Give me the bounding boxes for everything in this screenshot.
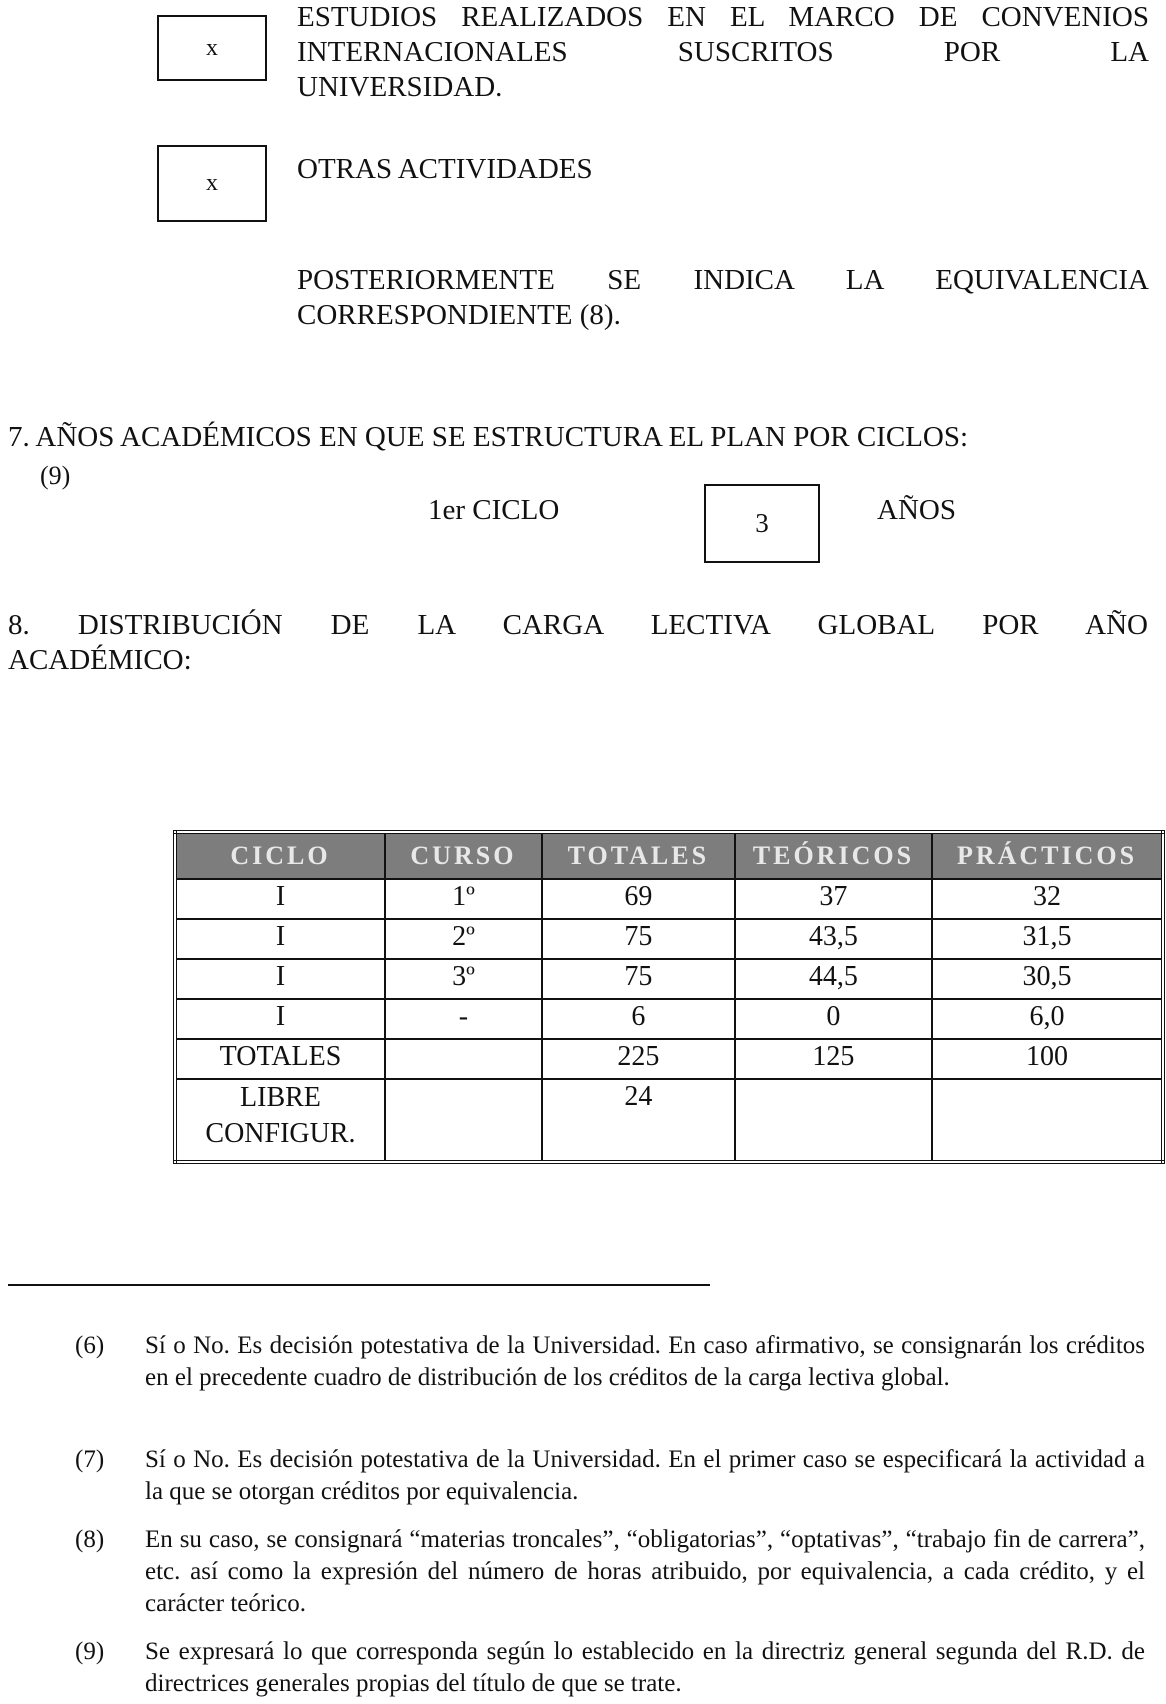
cell: 6 bbox=[542, 999, 735, 1039]
cell bbox=[932, 1079, 1163, 1162]
cell: 43,5 bbox=[735, 919, 932, 959]
cell: 125 bbox=[735, 1039, 932, 1079]
cell: I bbox=[175, 919, 385, 959]
years-unit: AÑOS bbox=[877, 494, 956, 526]
checkbox-mark: x bbox=[206, 34, 218, 61]
load-distribution-table bbox=[173, 830, 1165, 1164]
years-box bbox=[704, 484, 820, 563]
cell: 3º bbox=[385, 959, 542, 999]
note-line: CORRESPONDIENTE (8). bbox=[297, 299, 621, 331]
footnote bbox=[75, 1524, 1145, 1620]
cell: I bbox=[175, 999, 385, 1039]
cell bbox=[385, 1079, 542, 1162]
header-ciclo: CICLO bbox=[175, 832, 385, 879]
checkbox-convenios bbox=[157, 15, 267, 81]
cell: 37 bbox=[735, 879, 932, 919]
option-line: UNIVERSIDAD. bbox=[297, 71, 503, 103]
cell: 32 bbox=[932, 879, 1163, 919]
cell: 6,0 bbox=[932, 999, 1163, 1039]
cell: 0 bbox=[735, 999, 932, 1039]
header-practicos: PRÁCTICOS bbox=[932, 832, 1163, 879]
footnote bbox=[75, 1444, 1145, 1508]
checkbox-otras bbox=[157, 145, 267, 222]
cell: I bbox=[175, 879, 385, 919]
cell: 2º bbox=[385, 919, 542, 959]
cell: 1º bbox=[385, 879, 542, 919]
footnote-number: (7) bbox=[75, 1446, 105, 1473]
cell: 44,5 bbox=[735, 959, 932, 999]
cycle-label: 1er CICLO bbox=[428, 494, 560, 526]
header-teoricos: TEÓRICOS bbox=[735, 832, 932, 879]
equivalence-note bbox=[297, 263, 1149, 333]
table-row bbox=[175, 879, 1163, 919]
section7-title: 7. AÑOS ACADÉMICOS EN QUE SE ESTRUCTURA EL PLAN POR CICLOS: bbox=[8, 421, 969, 453]
section8-line: 8. DISTRIBUCIÓN DE LA CARGA LECTIVA GLOBAL POR AÑO bbox=[8, 609, 1148, 641]
section8-line: ACADÉMICO: bbox=[8, 644, 192, 676]
note-line: POSTERIORMENTE SE INDICA LA EQUIVALENCIA bbox=[297, 264, 1149, 296]
table-header-row bbox=[175, 832, 1163, 879]
cell: 100 bbox=[932, 1039, 1163, 1079]
footnote-text: Sí o No. Es decisión potestativa de la Universidad. En el primer caso se especificará la actividad a la que se otorgan créditos por equivalencia. bbox=[145, 1446, 1145, 1505]
option-line: INTERNACIONALES SUSCRITOS POR LA bbox=[297, 36, 1149, 68]
table-row bbox=[175, 959, 1163, 999]
table-row-libre bbox=[175, 1079, 1163, 1162]
header-totales: TOTALES bbox=[542, 832, 735, 879]
cell: 30,5 bbox=[932, 959, 1163, 999]
footnote-number: (8) bbox=[75, 1526, 105, 1553]
cell bbox=[735, 1079, 932, 1162]
section7-note: (9) bbox=[40, 461, 71, 490]
cell: - bbox=[385, 999, 542, 1039]
footnote bbox=[75, 1330, 1145, 1394]
cell: 24 bbox=[542, 1079, 735, 1162]
footnote-number: (9) bbox=[75, 1638, 105, 1665]
cell: LIBRE CONFIGUR. bbox=[175, 1079, 385, 1162]
cell: 69 bbox=[542, 879, 735, 919]
section8-title bbox=[8, 608, 1148, 678]
header-curso: CURSO bbox=[385, 832, 542, 879]
cell: I bbox=[175, 959, 385, 999]
cell: 225 bbox=[542, 1039, 735, 1079]
cell: 75 bbox=[542, 919, 735, 959]
cell: 75 bbox=[542, 959, 735, 999]
cell: TOTALES bbox=[175, 1039, 385, 1079]
footnote-number: (6) bbox=[75, 1332, 105, 1359]
checkbox-mark: x bbox=[206, 170, 218, 196]
years-value: 3 bbox=[755, 508, 769, 538]
option-line: ESTUDIOS REALIZADOS EN EL MARCO DE CONVENIOS bbox=[297, 1, 1149, 33]
table-row bbox=[175, 999, 1163, 1039]
footnote-text: En su caso, se consignará “materias troncales”, “obligatorias”, “optativas”, “trabajo fin de carrera”, etc. así como la expresión del número de horas atribuido, por equivalencia, a cada crédito, y el carácter teórico. bbox=[145, 1526, 1145, 1617]
footnote-text: Sí o No. Es decisión potestativa de la Universidad. En caso afirmativo, se consignarán los créditos en el precedente cuadro de distribución de los créditos de la carga lectiva global. bbox=[145, 1332, 1145, 1391]
table-row bbox=[175, 919, 1163, 959]
cell bbox=[385, 1039, 542, 1079]
footnote-text: Se expresará lo que corresponda según lo establecido en la directriz general segunda del R.D. de directrices generales propias del título de que se trate. bbox=[145, 1638, 1145, 1697]
footnote bbox=[75, 1636, 1145, 1700]
option-otras-text: OTRAS ACTIVIDADES bbox=[297, 153, 593, 185]
cell: 31,5 bbox=[932, 919, 1163, 959]
option-convenios-text bbox=[297, 0, 1149, 105]
table-row-totales bbox=[175, 1039, 1163, 1079]
footnote-separator bbox=[8, 1284, 710, 1286]
